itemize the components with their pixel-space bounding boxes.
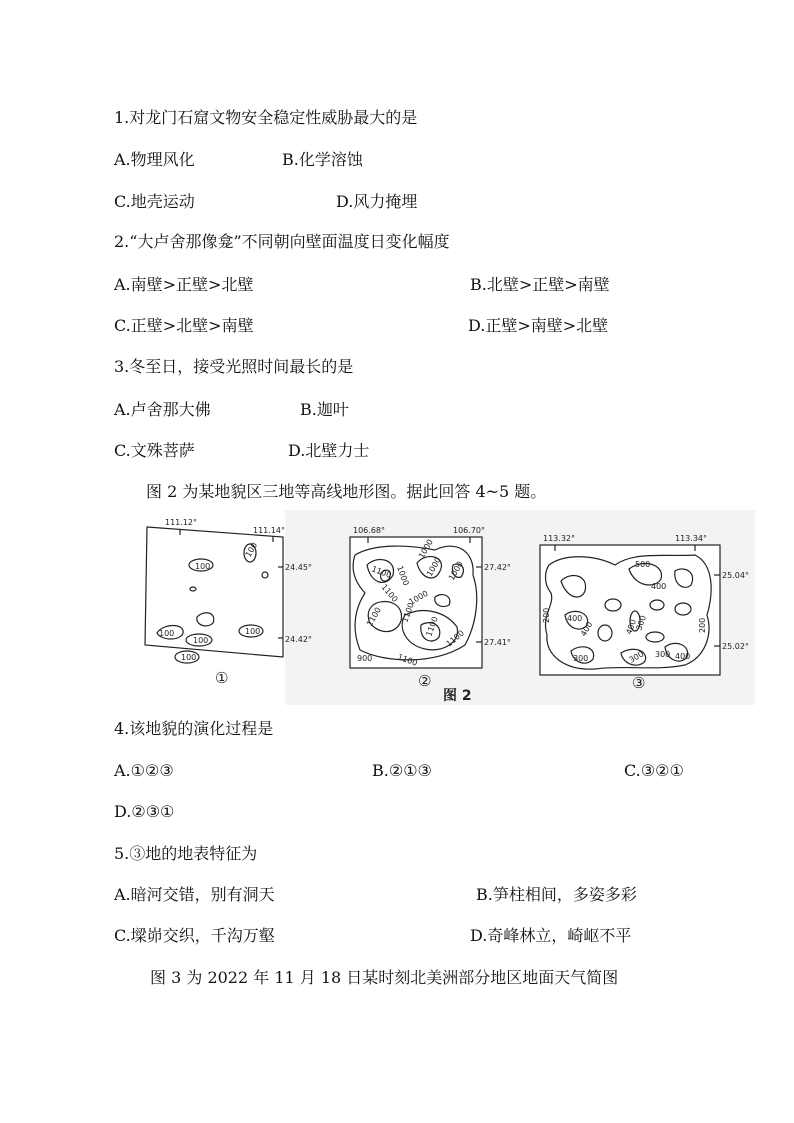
q5-stem: 5.③地的地表特征为 (114, 844, 258, 863)
panel-3-contour-label: 300 (655, 650, 671, 659)
figure3-intro: 图 3 为 2022 年 11 月 18 日某时刻北美洲部分地区地面天气简图 (150, 968, 619, 987)
panel-3-contour-label: 400 (651, 582, 667, 591)
panel-2-contour-label: 1000 (416, 537, 435, 560)
panel-2-number: ② (418, 672, 432, 690)
panel-3-contour-label: 400 (675, 652, 691, 661)
panel-2-lon-right: 106.70° (453, 526, 485, 535)
panel-3-contour-label: 200 (698, 617, 707, 633)
q5-option-b: B.笋柱相间，多姿多彩 (476, 885, 637, 904)
q4-option-d: D.②③① (114, 802, 175, 821)
panel-1-lat-top: 24.45° (285, 563, 312, 572)
panel-1-contour-label: 100 (181, 653, 197, 662)
panel-2-contour-label: 1000 (407, 588, 430, 607)
figure-2-caption: 图 2 (443, 688, 472, 704)
panel-1-contour-label: 100 (243, 540, 260, 559)
panel-2-contour-label: 1000 (395, 564, 411, 587)
panel-2-contour-label: 1100 (364, 605, 383, 628)
panel-2-contour-label: 1000 (446, 559, 465, 582)
figure-2 (135, 505, 760, 710)
panel-1-contour-label: 100 (245, 627, 261, 636)
q2-option-b: B.北壁>正壁>南壁 (470, 275, 610, 294)
panel-1-contour-label: 100 (193, 636, 209, 645)
panel-3-lat-top: 25.04° (722, 571, 749, 580)
q2-option-d: D.正壁>南壁>北壁 (468, 316, 609, 335)
contour-maps (135, 505, 760, 710)
panel-1-contour-label: 100 (195, 562, 211, 571)
panel-2-contour-label: 1100 (396, 652, 419, 668)
q2-stem: 2.“大卢舍那像龛”不同朝向壁面温度日变化幅度 (114, 232, 450, 251)
panel-3-contour-label: 400 (578, 620, 595, 638)
q1-stem: 1.对龙门石窟文物安全稳定性威胁最大的是 (114, 108, 418, 127)
q5-option-d: D.奇峰林立，崎岖不平 (470, 926, 632, 945)
panel-2-contour-label: 1100 (444, 628, 466, 649)
figure2-intro: 图 2 为某地貌区三地等高线地形图。据此回答 4~5 题。 (146, 482, 547, 501)
q3-option-a: A.卢舍那大佛 (114, 400, 211, 419)
panel-1-lon-left: 111.12° (165, 518, 197, 527)
q4-option-b: B.②①③ (372, 761, 432, 780)
q3-option-c: C.文殊菩萨 (114, 441, 195, 460)
q4-option-c: C.③②① (624, 761, 684, 780)
q1-option-c: C.地壳运动 (114, 192, 195, 211)
panel-1-lon-right: 111.14° (253, 526, 285, 535)
panel-3-contour-label: 400 (567, 614, 583, 623)
panel-3-contour-label: 300 (627, 649, 646, 665)
panel-2-lat-bottom: 27.41° (484, 638, 511, 647)
panel-2-contour-label: 1100 (400, 601, 416, 624)
panel-3-contour-label: 200 (542, 607, 551, 623)
panel-1-contour-label: 100 (159, 629, 175, 638)
panel-2-contour-label: 1100 (424, 615, 440, 638)
q5-option-a: A.暗河交错，别有洞天 (114, 885, 275, 904)
q4-option-a: A.①②③ (114, 761, 174, 780)
q4-stem: 4.该地貌的演化过程是 (114, 719, 274, 738)
q2-option-c: C.正壁>北壁>南壁 (114, 316, 254, 335)
q1-option-a: A.物理风化 (114, 150, 195, 169)
panel-1-map (145, 527, 283, 663)
q3-option-d: D.北壁力士 (288, 441, 370, 460)
q3-option-b: B.迦叶 (300, 400, 349, 419)
panel-3-lat-bottom: 25.02° (722, 642, 749, 651)
panel-2-lon-left: 106.68° (353, 526, 385, 535)
q1-option-b: B.化学溶蚀 (282, 150, 363, 169)
q1-option-d: D.风力掩埋 (336, 192, 418, 211)
panel-2-contour-label: 1100 (379, 582, 400, 604)
panel-3-number: ③ (632, 674, 646, 692)
panel-3-contour-label: 300 (573, 654, 589, 663)
panel-1-number: ① (215, 669, 229, 687)
panel-1-lat-bottom: 24.42° (285, 635, 312, 644)
panel-2-contour-label: 1100 (370, 564, 393, 580)
q5-option-c: C.墚峁交织，千沟万壑 (114, 926, 275, 945)
panel-2-lat-top: 27.42° (484, 563, 511, 572)
panel-3-contour-label: 500 (635, 560, 651, 569)
q2-option-a: A.南壁>正壁>北壁 (114, 275, 254, 294)
panel-3-lon-right: 113.34° (675, 534, 707, 543)
panel-2-contour-label: 900 (357, 654, 373, 663)
panel-2-contour-label: 1000 (424, 555, 443, 578)
panel-3-contour-label: 300 (634, 614, 649, 632)
panel-3-contour-label: 400 (624, 618, 639, 636)
q3-stem: 3.冬至日，接受光照时间最长的是 (114, 357, 354, 376)
panel-3-lon-left: 113.32° (543, 534, 575, 543)
